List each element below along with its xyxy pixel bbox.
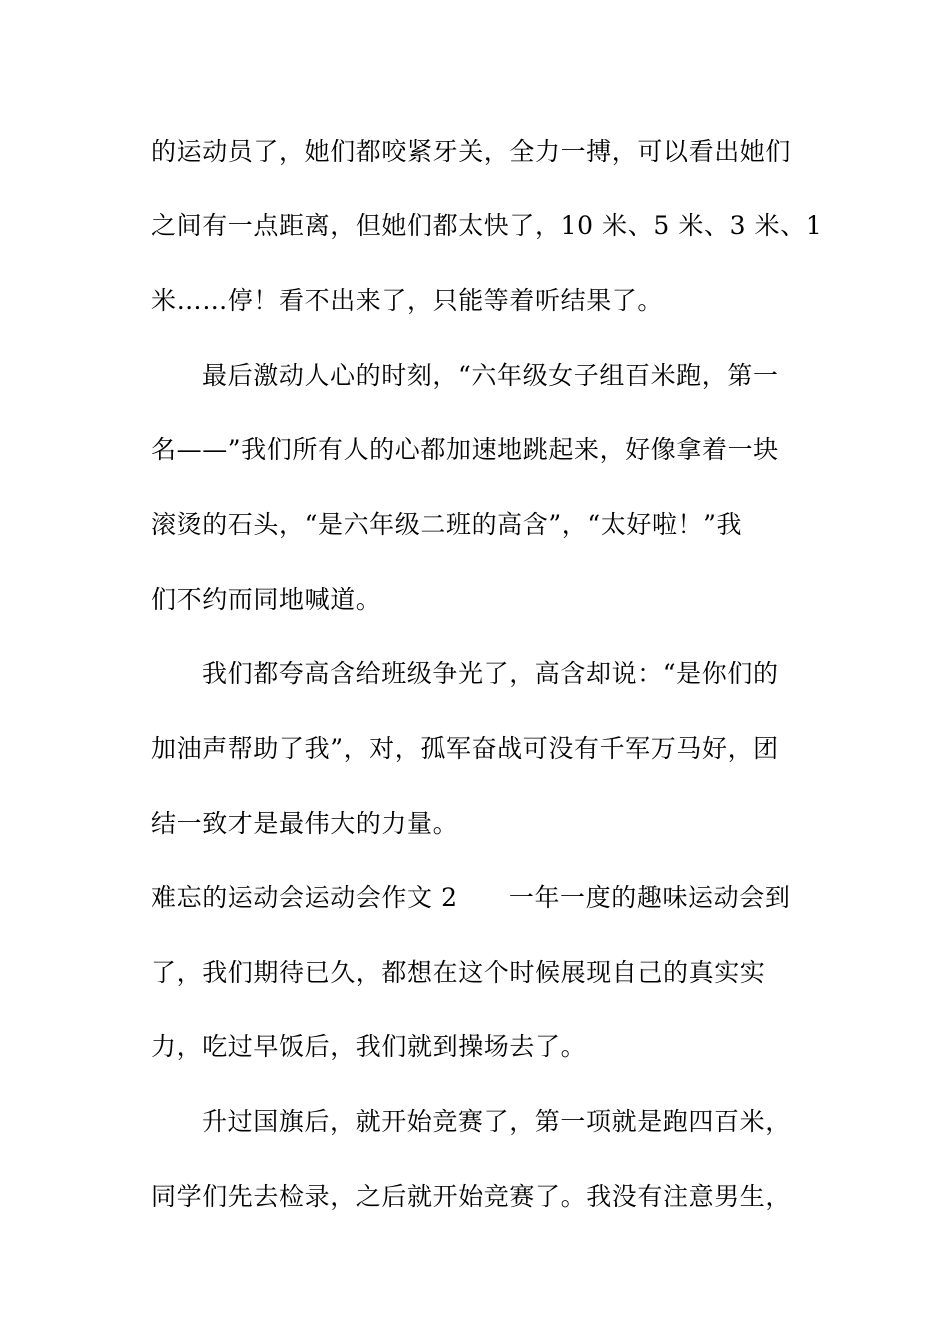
text-line: 们不约而同地喊道。 xyxy=(151,585,382,614)
paragraph-first-line: 最后激动人心的时刻，“六年级女子组百米跑，第一 xyxy=(202,361,779,390)
text-line: 力，吃过早饭后，我们就到操场去了。 xyxy=(151,1032,587,1061)
text-line: 了，我们期待已久，都想在这个时候展现自己的真实实 xyxy=(151,958,766,987)
paragraph-first-line: 升过国旗后，就开始竞赛了，第一项就是跑四百米， xyxy=(202,1107,791,1136)
essay-title-line: 难忘的运动会运动会作文 2 一年一度的趣味运动会到 xyxy=(151,883,791,912)
text-line: 名——”我们所有人的心都加速地跳起来，好像拿着一块 xyxy=(151,435,779,464)
text-line: 结一致才是最伟大的力量。 xyxy=(151,809,459,838)
text-line: 之间有一点距离，但她们都太快了，10 米、5 米、3 米、1 xyxy=(151,211,823,240)
text-line: 同学们先去检录，之后就开始竞赛了。我没有注意男生， xyxy=(151,1182,792,1211)
text-line: 加油声帮助了我”，对，孤军奋战可没有千军万马好，团 xyxy=(151,734,779,763)
text-line: 的运动员了，她们都咬紧牙关，全力一搏，可以看出她们 xyxy=(151,137,792,166)
text-line: 米……停！看不出来了，只能等着听结果了。 xyxy=(151,286,664,315)
text-line: 滚烫的石头，“是六年级二班的高含”，“太好啦！”我 xyxy=(151,510,743,539)
paragraph-first-line: 我们都夸高含给班级争光了，高含却说：“是你们的 xyxy=(202,659,779,688)
